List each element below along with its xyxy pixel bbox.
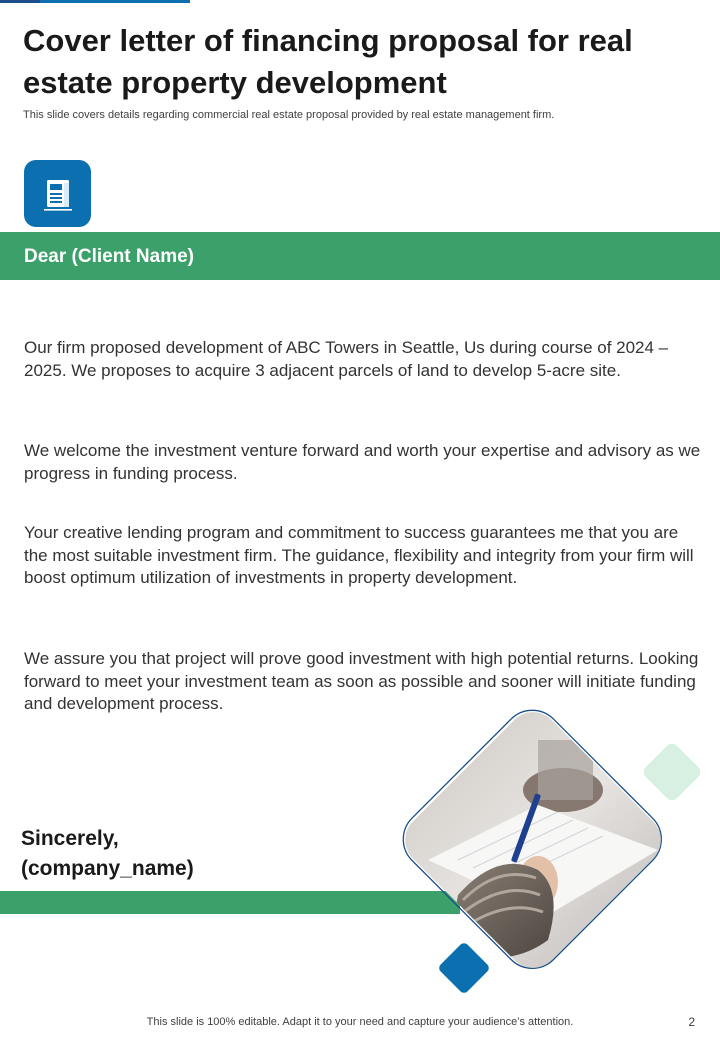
page-subtitle: This slide covers details regarding commercial real estate proposal provided by real estate management firm. (23, 109, 555, 121)
company-name: (company_name) (21, 857, 194, 880)
hand-writing-photo (388, 700, 678, 980)
document-badge (24, 160, 91, 227)
closing-block (21, 824, 194, 884)
letter-paragraph-3: Your creative lending program and commitment to success guarantees me that you are the most suitable investment firm. The guidance, flexibility and integrity from your firm will boost optimum utilization of investments in property development. (24, 523, 694, 587)
salutation: Dear (Client Name) (24, 246, 194, 267)
top-accent-line-dark (0, 0, 40, 3)
page-number: 2 (688, 1015, 695, 1029)
page-title: Cover letter of financing proposal for real estate property development (23, 23, 633, 100)
footer-note: This slide is 100% editable. Adapt it to your need and capture your audience’s attention. (146, 1016, 574, 1028)
newspaper-icon (38, 174, 78, 214)
letter-paragraph-2: We welcome the investment venture forward and worth your expertise and advisory as we progress in funding process. (24, 441, 701, 483)
letter-paragraph-4: We assure you that project will prove good investment with high potential returns. Looking forward to meet your investment team as soon as possible and sooner will initiate funding and development process. (24, 649, 699, 713)
blue-diamond-decoration (434, 938, 494, 998)
letter-paragraph-1: Our firm proposed development of ABC Towers in Seattle, Us during course of 2024 – 2025. We proposes to acquire 3 adjacent parcels of land to develop 5-acre site. (24, 338, 669, 380)
closing-line: Sincerely, (21, 827, 119, 850)
